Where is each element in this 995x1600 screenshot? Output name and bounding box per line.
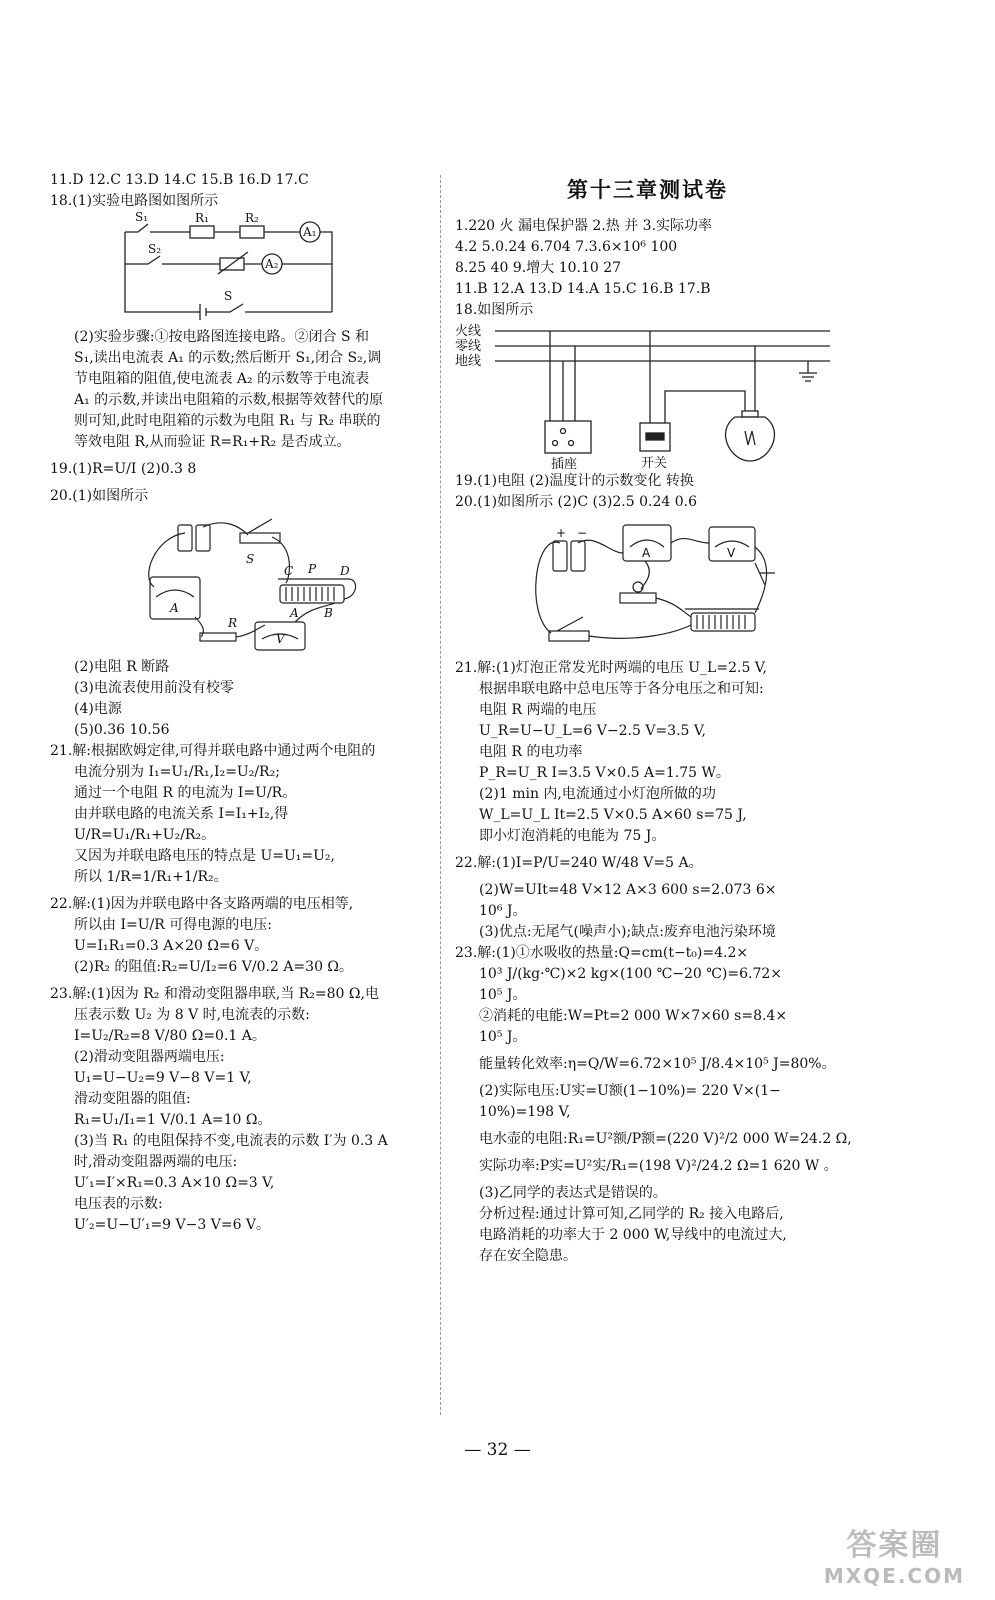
label-a: A <box>290 606 299 620</box>
label-ammeter: A <box>642 546 651 560</box>
q20-physical-circuit <box>50 507 430 657</box>
q21-line: 21.解:根据欧姆定律,可得并联电路中通过两个电阻的 <box>50 743 376 759</box>
q20-heading: 20.(1)如图所示 <box>50 488 149 504</box>
q21-line: P_R=U_R I=3.5 V×0.5 A=1.75 W。 <box>479 765 730 781</box>
q18-circuit-diagram <box>50 212 430 327</box>
q23-line: R₁=U₁/I₁=1 V/0.1 A=10 Ω。 <box>74 1112 272 1128</box>
q18-heading: 18.如图所示 <box>455 302 534 318</box>
q23-line: 时,滑动变阻器两端的电压: <box>74 1154 238 1170</box>
q18-step-line: A₁ 的示数,并读出电阻箱的示数,根据等效替代的原 <box>74 392 384 408</box>
label-r2: R₂ <box>245 212 259 225</box>
q23-line: U′₁=I′×R₁=0.3 A×10 Ω=3 V, <box>74 1175 275 1191</box>
q21-line: 21.解:(1)灯泡正常发光时两端的电压 U_L=2.5 V, <box>455 660 767 676</box>
q21-line: 电阻 R 两端的电压 <box>479 702 597 718</box>
q18-heading: 18.(1)实验电路图如图所示 <box>50 193 219 209</box>
q23-line: (3)当 R₁ 的电阻保持不变,电流表的示数 I′为 0.3 A <box>74 1133 388 1149</box>
q21-line: W_L=U_L It=2.5 V×0.5 A×60 s=75 J, <box>479 807 747 823</box>
q19-answer: 19.(1)R=U/I (2)0.3 8 <box>50 461 197 477</box>
label-neutral-line: 零线 <box>455 339 482 354</box>
q22-line: (3)优点:无尾气(噪声小);缺点:废弃电池污染环境 <box>479 924 776 940</box>
q23-line: U₁=U−U₂=9 V−8 V=1 V, <box>74 1070 252 1086</box>
left-column <box>50 170 430 1236</box>
label-s2: S₂ <box>148 242 162 256</box>
q20-answer-line: (5)0.36 10.56 <box>74 722 170 738</box>
label-minus: − <box>577 526 588 540</box>
q22-line: (2)R₂ 的阻值:R₂=U/I₂=6 V/0.2 A=30 Ω。 <box>74 959 354 975</box>
label-ground-line: 地线 <box>455 354 482 369</box>
label-r1: R₁ <box>195 212 209 225</box>
answer-line-1-3: 1.220 火 漏电保护器 2.热 并 3.实际功率 <box>455 218 713 234</box>
label-a2: A₂ <box>265 257 279 271</box>
q18-step-line: 则可知,此时电阻箱的示数为电阻 R₁ 与 R₂ 串联的 <box>74 413 381 429</box>
q23-line: 10⁵ J。 <box>479 987 527 1003</box>
q23-line: 10³ J/(kg·℃)×2 kg×(100 ℃−20 ℃)=6.72× <box>479 966 782 982</box>
q20-answer-line: (2)电阻 R 断路 <box>74 659 170 675</box>
q21-line: 所以 1/R=1/R₁+1/R₂。 <box>74 869 228 885</box>
q21-line: U/R=U₁/R₁+U₂/R₂。 <box>74 827 216 843</box>
chapter-test-title: 第十三章测试卷 <box>567 177 728 202</box>
q21-line: 即小灯泡消耗的电能为 75 J。 <box>479 828 666 844</box>
q21-line: U_R=U−U_L=6 V−2.5 V=3.5 V, <box>479 723 707 739</box>
label-socket: 插座 <box>551 457 578 471</box>
page-number: — 32 — <box>464 1440 531 1460</box>
label-p: P <box>308 562 317 576</box>
q21-line: 由并联电路的电流关系 I=I₁+I₂,得 <box>74 806 289 822</box>
label-fire-line: 火线 <box>455 324 482 339</box>
q20-right-physical-circuit <box>455 513 840 658</box>
q23-line: 10%)=198 V, <box>479 1104 571 1120</box>
watermark-line1: 答案圈 <box>846 1528 943 1563</box>
answer-line-4-7: 4.2 5.0.24 6.704 7.3.6×10⁶ 100 <box>455 239 678 255</box>
q23-line: 23.解:(1)因为 R₂ 和滑动变阻器串联,当 R₂=80 Ω,电 <box>50 986 379 1002</box>
right-column <box>455 170 852 1267</box>
label-plus: + <box>556 526 567 540</box>
label-s: S <box>246 552 255 566</box>
q23-line: 电水壶的电阻:R₁=U²额/P额=(220 V)²/2 000 W=24.2 Ω, <box>479 1131 852 1147</box>
q18-step-line: S₁,读出电流表 A₁ 的示数;然后断开 S₁,闭合 S₂,调 <box>74 350 382 366</box>
q23-line: (2)实际电压:U实=U额(1−10%)= 220 V×(1− <box>479 1083 781 1099</box>
q23-line: 分析过程:通过计算可知,乙同学的 R₂ 接入电路后, <box>479 1206 784 1222</box>
answer-line-11-17: 11.D 12.C 13.D 14.C 15.B 16.D 17.C <box>50 172 309 188</box>
q23-line: 电路消耗的功率大于 2 000 W,导线中的电流过大, <box>479 1227 787 1243</box>
q21-line: (2)1 min 内,电流通过小灯泡所做的功 <box>479 786 716 802</box>
q21-line: 电阻 R 的电功率 <box>479 744 583 760</box>
q20-answer-line: (4)电源 <box>74 701 122 717</box>
label-switch: 开关 <box>641 456 668 471</box>
label-s: S <box>224 289 233 303</box>
q23-line: 存在安全隐患。 <box>479 1248 577 1264</box>
q23-line: U′₂=U−U′₁=9 V−3 V=6 V。 <box>74 1217 271 1233</box>
q22-line: 10⁶ J。 <box>479 903 527 919</box>
q20-answer: 20.(1)如图所示 (2)C (3)2.5 0.24 0.6 <box>455 494 697 510</box>
label-voltmeter: V <box>727 546 736 560</box>
q20-answer-line: (3)电流表使用前没有校零 <box>74 680 234 696</box>
household-wiring-diagram <box>455 321 840 471</box>
answer-line-11-17: 11.B 12.A 13.D 14.A 15.C 16.B 17.B <box>455 281 711 297</box>
label-b: B <box>324 606 333 620</box>
label-v: V <box>276 632 285 646</box>
q22-line: 所以由 I=U/R 可得电源的电压: <box>74 917 272 933</box>
q19-answer: 19.(1)电阻 (2)温度计的示数变化 转换 <box>455 473 694 489</box>
q21-line: 通过一个电阻 R 的电流为 I=U/R。 <box>74 785 297 801</box>
q22-line: (2)W=UIt=48 V×12 A×3 600 s=2.073 6× <box>479 882 777 898</box>
q23-line: 电压表的示数: <box>74 1196 163 1212</box>
watermark-line2: MXQE.COM <box>823 1564 965 1588</box>
q23-line: 滑动变阻器的阻值: <box>74 1091 191 1107</box>
q23-line: 实际功率:P实=U²实/R₁=(198 V)²/24.2 Ω=1 620 W 。 <box>479 1158 838 1174</box>
label-s1: S₁ <box>135 212 149 224</box>
q21-line: 根据串联电路中总电压等于各分电压之和可知: <box>479 681 764 697</box>
q18-step-line: (2)实验步骤:①按电路图连接电路。②闭合 S 和 <box>74 329 370 345</box>
q23-line: 能量转化效率:η=Q/W=6.72×10⁵ J/8.4×10⁵ J=80%。 <box>479 1056 836 1072</box>
q21-line: 电流分别为 I₁=U₁/R₁,I₂=U₂/R₂; <box>74 764 280 780</box>
q22-line: 22.解:(1)I=P/U=240 W/48 V=5 A。 <box>455 855 703 871</box>
label-ammeter: A <box>170 601 179 615</box>
q18-step-line: 等效电阻 R,从而验证 R=R₁+R₂ 是否成立。 <box>74 434 351 450</box>
q22-line: U=I₁R₁=0.3 A×20 Ω=6 V。 <box>74 938 269 954</box>
label-r: R <box>228 616 238 630</box>
label-a1: A₁ <box>303 225 317 239</box>
label-d: D <box>340 564 350 578</box>
label-c: C <box>284 564 294 578</box>
q18-step-line: 节电阻箱的阻值,使电流表 A₂ 的示数等于电流表 <box>74 371 370 387</box>
q23-line: 压表示数 U₂ 为 8 V 时,电流表的示数: <box>74 1007 310 1023</box>
q23-line: 10⁵ J。 <box>479 1029 527 1045</box>
q23-line: (3)乙同学的表达式是错误的。 <box>479 1185 667 1201</box>
watermark <box>824 1520 965 1588</box>
answer-line-8-10: 8.25 40 9.增大 10.10 27 <box>455 260 622 276</box>
q23-line: I=U₂/R₂=8 V/80 Ω=0.1 A。 <box>74 1028 266 1044</box>
q23-line: (2)滑动变阻器两端电压: <box>74 1049 225 1065</box>
q23-line: 23.解:(1)①水吸收的热量:Q=cm(t−t₀)=4.2× <box>455 945 749 961</box>
q23-line: ②消耗的电能:W=Pt=2 000 W×7×60 s=8.4× <box>479 1008 788 1024</box>
q21-line: 又因为并联电路电压的特点是 U=U₁=U₂, <box>74 848 335 864</box>
column-divider <box>440 175 441 1415</box>
q22-line: 22.解:(1)因为并联电路中各支路两端的电压相等, <box>50 896 354 912</box>
